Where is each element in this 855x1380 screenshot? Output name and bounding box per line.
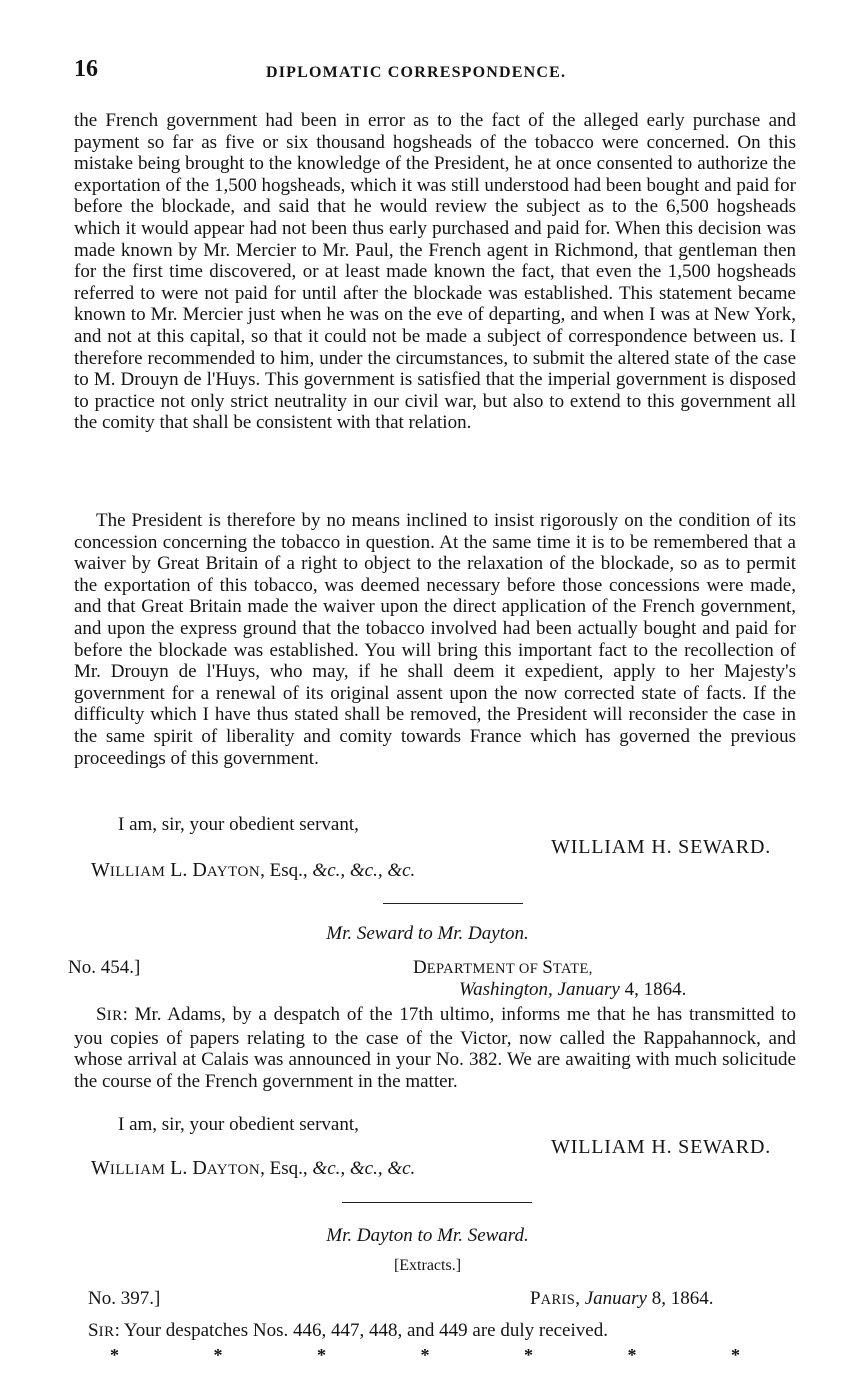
- asterisk: *: [524, 1345, 533, 1365]
- addressee-esq: , Esq.,: [260, 860, 313, 881]
- letter2-dateline: [459, 979, 686, 1001]
- addressee-smallcaps: AYTON: [206, 1162, 261, 1178]
- addressee-initial: L. D: [170, 1157, 207, 1179]
- asterisk: *: [317, 1345, 326, 1365]
- letter3-body: [88, 1320, 728, 1342]
- letter2-number: No. 454.]: [68, 957, 141, 978]
- asterisk: *: [110, 1345, 119, 1365]
- addressee-smallcaps: ILLIAM: [109, 1162, 166, 1178]
- addressee-etc: &c., &c., &c.: [312, 860, 416, 881]
- asterisk: *: [213, 1345, 223, 1365]
- section-divider: [342, 1202, 532, 1203]
- salutation-initial: S: [96, 1004, 107, 1025]
- dept-smallcaps: EPARTMENT OF: [426, 961, 543, 977]
- addressee-etc: &c., &c., &c.: [312, 1158, 416, 1179]
- letter2-addressee: [91, 1157, 415, 1180]
- addressee-smallcaps: ILLIAM: [109, 864, 166, 880]
- asterisk: *: [420, 1345, 430, 1365]
- salutation-initial: S: [88, 1320, 99, 1341]
- dateline-day-year: 8, 1864.: [646, 1288, 714, 1309]
- dateline-place-initial: P: [530, 1288, 541, 1309]
- salutation-smallcaps: IR: [106, 1008, 123, 1024]
- letter2-body-text: : Mr. Adams, by a despatch of the 17th ultimo, informs me that he has transmitted to you copies of papers relating to the case of the Victor, now called the Rappahannock, and whose arrival at Calais was announced in your No. 382. We are awaiting with much solicitude the course of the French government in the matter.: [74, 1004, 796, 1092]
- dept-initial: D: [413, 957, 427, 978]
- letter1-signature: WILLIAM H. SEWARD.: [551, 836, 771, 858]
- letter3-number: No. 397.]: [88, 1288, 161, 1309]
- dateline-place: Washington,: [459, 979, 553, 1000]
- dept-initial: S: [542, 957, 553, 978]
- dateline-month: January: [557, 979, 620, 1000]
- asterisk: *: [627, 1345, 637, 1365]
- letter1-addressee: [91, 859, 415, 882]
- letter3-body-text: : Your despatches Nos. 446, 447, 448, and 449 are duly received.: [114, 1320, 608, 1341]
- letter1-paragraph-2: The President is therefore by no means inclined to insist rigorously on the condition of its concession concerning the tobacco in question. At the same time it is to be remembered that a waiver by Great Britain of a right to object to the relaxation of the blockade, so as to permit the exportation of this tobacco, was deemed necessary before those concessions were made, and that Great Britain made the waiver upon the direct application of the French government, and upon the express ground that the tobacco involved had been actually bought and paid for before the blockade was established. You will bring this important fact to the recollection of Mr. Drouyn de l'Huys, who may, if he shall deem it expedient, apply to her Majesty's government for a renewal of its original assent upon the now corrected state of facts. If the difficulty which I have thus stated shall be removed, the President will reconsider the case in the same spirit of liberality and comity towards France which has governed the previous proceedings of this government.: [74, 510, 796, 769]
- letter2-signature: WILLIAM H. SEWARD.: [551, 1136, 771, 1158]
- addressee-smallcaps: AYTON: [206, 864, 261, 880]
- section-divider: [383, 903, 523, 904]
- running-head: DIPLOMATIC CORRESPONDENCE.: [266, 64, 567, 81]
- letter2-body: [74, 1004, 796, 1092]
- letter2-closing: I am, sir, your obedient servant,: [118, 1114, 359, 1135]
- dept-smallcaps: TATE,: [552, 961, 593, 977]
- addressee-initial: L. D: [170, 859, 207, 881]
- page-header: [74, 56, 796, 90]
- letter3-heading: Mr. Dayton to Mr. Seward.: [326, 1225, 529, 1246]
- salutation: [96, 1004, 123, 1025]
- letter2-heading: Mr. Seward to Mr. Dayton.: [326, 923, 529, 944]
- dateline-place-smallcaps: ARIS: [540, 1292, 576, 1308]
- letter2-department: [413, 957, 593, 979]
- letter3-dateline: PARIS, January 8, 1864.: [530, 1288, 714, 1309]
- addressee-initial: W: [91, 859, 110, 881]
- omission-asterisks: [110, 1345, 740, 1366]
- letter1-paragraph-1: the French government had been in error as to the fact of the alleged early purchase and payment so far as five or six thousand hogsheads of the tobacco were concerned. On this mistake being brought to the knowledge of the President, he at once consented to authorize the exportation of the 1,500 hogsheads, which it was still understood had been bought and paid for before the blockade, and said that he would review the subject as to the 6,500 hogsheads which it would appear had not been thus early purchased and paid for. When this decision was made known by Mr. Mercier to Mr. Paul, the French agent in Richmond, that gentleman then for the first time discovered, or at least made known the fact, that even the 1,500 hogsheads referred to were not paid for until after the blockade was established. This statement became known to Mr. Mercier just when he was on the eve of departing, and when I was at New York, and not at this capital, so that it could not be made a subject of correspondence between us. I therefore recommended to him, under the circumstances, to submit the altered state of the case to M. Drouyn de l'Huys. This government is satisfied that the imperial government is disposed to practice not only strict neutrality in our civil war, but also to extend to this government all the comity that shall be consistent with that relation.: [74, 110, 796, 434]
- page-number: 16: [74, 56, 98, 82]
- dateline-day-year: 4, 1864.: [619, 979, 687, 1000]
- salutation-smallcaps: IR: [98, 1324, 115, 1340]
- addressee-initial: W: [91, 1157, 110, 1179]
- asterisk: *: [731, 1345, 740, 1365]
- letter1-closing: I am, sir, your obedient servant,: [118, 814, 359, 835]
- salutation: [88, 1320, 115, 1341]
- addressee-esq: , Esq.,: [260, 1158, 313, 1179]
- dateline-month: January: [584, 1288, 647, 1309]
- letter3-extracts-note: [Extracts.]: [393, 1257, 462, 1274]
